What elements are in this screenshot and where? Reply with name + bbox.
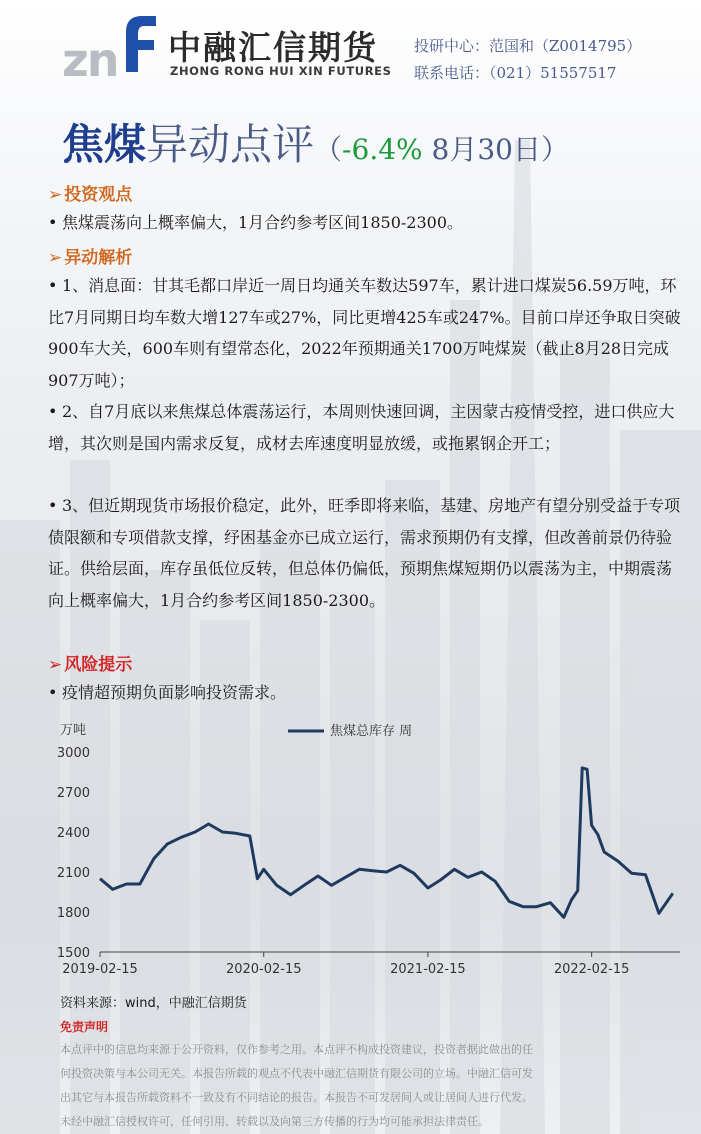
brand-name-cn: 中融汇信期货 [168, 28, 378, 67]
arrow-icon: ➢ [48, 248, 63, 268]
y-axis-unit-label: 万吨 [60, 723, 87, 738]
analysis-point [48, 270, 683, 396]
risk-paragraph [48, 677, 683, 709]
y-tick-label: 2100 [56, 866, 90, 881]
bullet-icon: • [48, 683, 58, 702]
page-title [62, 112, 569, 172]
arrow-icon: ➢ [48, 185, 63, 205]
brand-name-en: ZHONG RONG HUI XIN FUTURES [170, 64, 392, 78]
bullet-icon: • [48, 496, 58, 515]
analysis-text: 3、但近期现货市场报价稳定，此外，旺季即将来临，基建、房地产有望分别受益于专项债限额和专项借款支撑，纾困基金亦已成立运行，需求预期仍有支撑，但改善前景仍待验证。供给层面，库存虽低位反转，但总体仍偏低，预期焦煤短期仍以震荡为主，中期震荡向上概率偏大，1月合约参考区间1850-2300。 [48, 496, 681, 610]
analysis-point [48, 490, 683, 616]
disclaimer-line: 本点评中的信息均来源于公开资料，仅作参考之用。本点评不构成投资建议，投资者据此做出的任 [60, 1043, 533, 1056]
data-source: 资料来源：wind，中融汇信期货 [60, 996, 247, 1011]
title-label: 异动点评 [146, 120, 315, 169]
section-title: 异动解析 [64, 248, 133, 268]
x-tick-label: 2020-02-15 [225, 962, 302, 977]
x-tick-label: 2022-02-15 [553, 962, 630, 977]
legend-label: 焦煤总库存 周 [330, 724, 413, 739]
view-text: 焦煤震荡向上概率偏大，1月合约参考区间1850-2300。 [62, 213, 464, 232]
analysis-point [48, 396, 683, 459]
company-logo-icon [62, 10, 162, 80]
y-tick-label: 1500 [56, 946, 90, 961]
bullet-icon: • [48, 276, 58, 295]
contact-info [414, 33, 641, 87]
arrow-icon: ➢ [48, 655, 63, 675]
analysis-text: 1、消息面：甘其毛都口岸近一周日均通关车数达597车，累计进口煤炭56.59万吨，环比7月同期日均车数大增127车或27%，同比更增425车或247%。目前口岸还争取日突破900车大关，600车则有望常态化，2022年预期通关1700万吨煤炭（截止8月28日完成907万吨）； [48, 276, 681, 390]
y-tick-label: 2400 [56, 826, 90, 841]
x-tick-label: 2021-02-15 [390, 962, 466, 977]
coking-coal-inventory-chart [48, 712, 688, 982]
series-line-total-inventory [100, 768, 673, 917]
analyst-line: 投研中心：范国和（Z0014795） [414, 37, 642, 55]
disclaimer-text [60, 1038, 650, 1134]
y-tick-label: 2700 [56, 786, 90, 801]
phone-line: 联系电话：（021）51557517 [414, 64, 617, 82]
disclaimer-title: 免责声明 [60, 1020, 109, 1034]
section-analysis [48, 243, 132, 268]
y-tick-label: 3000 [56, 746, 90, 761]
risk-text: 疫情超预期负面影响投资需求。 [62, 683, 287, 702]
svg-text:zn: zn [62, 33, 118, 80]
title-date: 8月30日） [422, 133, 570, 166]
x-tick-label: 2019-02-15 [62, 962, 138, 977]
section-investment-view [48, 180, 132, 205]
disclaimer-line: 未经中融汇信授权许可，任何引用、转载以及向第三方传播的行为均可能承担法律责任。 [60, 1115, 489, 1128]
section-title: 风险提示 [64, 655, 133, 675]
bullet-icon: • [48, 213, 58, 232]
report-header [0, 0, 701, 95]
analysis-text: 2、自7月底以来焦煤总体震荡运行，本周则快速回调，主因蒙古疫情受控，进口供应大增，其次则是国内需求反复，成材去库速度明显放缓，或拖累钢企开工； [48, 402, 675, 453]
title-open-paren: （ [314, 133, 343, 166]
disclaimer-line: 出其它与本报告所载资料不一致及有不同结论的报告。本报告不可发居间人或让居间人进行代发。 [60, 1091, 533, 1104]
y-tick-label: 1800 [56, 906, 90, 921]
section-title: 投资观点 [64, 185, 133, 205]
title-change: -6.4% [342, 133, 423, 166]
section-risk [48, 650, 132, 675]
bullet-icon: • [48, 402, 58, 421]
disclaimer-line: 何投资决策与本公司无关。本报告所载的观点不代表中融汇信期货有限公司的立场。中融汇信可发 [60, 1067, 533, 1080]
view-paragraph [48, 207, 683, 239]
title-commodity: 焦煤 [62, 120, 147, 169]
